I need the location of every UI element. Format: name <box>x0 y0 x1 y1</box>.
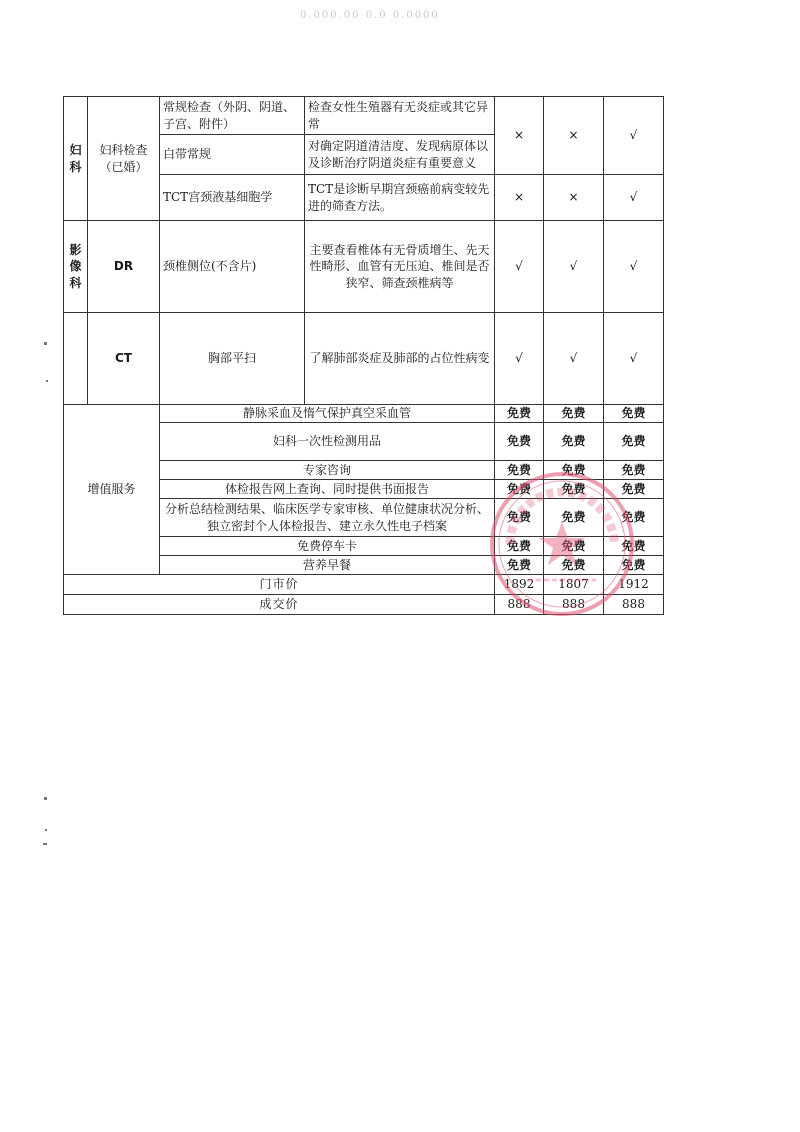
service-value: 免费 <box>604 405 664 423</box>
item-desc: 对确定阴道清洁度、发现病原体以及诊断治疗阴道炎症有重要意义 <box>305 135 495 175</box>
service-value: 免费 <box>544 556 604 575</box>
mark-cell: √ <box>544 221 604 313</box>
table-row <box>64 313 664 405</box>
service-name: 专家咨询 <box>160 461 495 480</box>
deal-price-value: 888 <box>495 595 544 615</box>
table-row <box>64 221 664 313</box>
service-value: 免费 <box>495 499 544 537</box>
mark-cell: √ <box>604 313 664 405</box>
service-value: 免费 <box>495 461 544 480</box>
service-value: 免费 <box>604 480 664 499</box>
service-value: 免费 <box>495 537 544 556</box>
category-ct: CT <box>88 313 160 405</box>
table-row <box>64 575 664 595</box>
service-name: 营养早餐 <box>160 556 495 575</box>
mark-cell: √ <box>495 313 544 405</box>
deal-price-label: 成交价 <box>64 595 495 615</box>
service-value: 免费 <box>495 423 544 461</box>
dept-blank <box>64 313 88 405</box>
category-dr: DR <box>88 221 160 313</box>
mark-cell: √ <box>604 97 664 175</box>
service-value: 免费 <box>495 556 544 575</box>
item-name: 颈椎侧位(不含片) <box>160 221 305 313</box>
service-value: 免费 <box>604 499 664 537</box>
service-value: 免费 <box>544 405 604 423</box>
service-value: 免费 <box>604 423 664 461</box>
category-gyn-exam: 妇科检查 （已婚） <box>88 97 160 221</box>
mark-cell: √ <box>604 221 664 313</box>
scan-speck <box>44 797 47 800</box>
table-row <box>64 595 664 615</box>
mark-cell: × <box>495 97 544 175</box>
scan-speck <box>43 843 47 845</box>
mark-cell: × <box>544 175 604 221</box>
mark-cell: √ <box>495 221 544 313</box>
service-value: 免费 <box>495 405 544 423</box>
mark-cell: √ <box>604 175 664 221</box>
deal-price-value: 888 <box>604 595 664 615</box>
item-name: 胸部平扫 <box>160 313 305 405</box>
table-row <box>64 97 664 135</box>
item-name: 常规检查（外阴、阴道、子宫、附件） <box>160 97 305 135</box>
service-value: 免费 <box>604 537 664 556</box>
scan-speck <box>45 829 47 831</box>
item-desc: 检查女性生殖器有无炎症或其它异常 <box>305 97 495 135</box>
service-value: 免费 <box>604 556 664 575</box>
item-desc: 了解肺部炎症及肺部的占位性病变 <box>305 313 495 405</box>
faint-header: 0.000.00 0.0 0.0000 <box>300 10 440 21</box>
item-name: TCT宫颈液基细胞学 <box>160 175 305 221</box>
service-value: 免费 <box>544 423 604 461</box>
item-desc: TCT是诊断早期宫颈癌前病变较先进的筛查方法。 <box>305 175 495 221</box>
service-value: 免费 <box>604 461 664 480</box>
service-value: 免费 <box>544 480 604 499</box>
service-value: 免费 <box>544 461 604 480</box>
dept-gynecology: 妇 科 <box>64 97 88 221</box>
mark-cell: × <box>544 97 604 175</box>
store-price-value: 1807 <box>544 575 604 595</box>
service-name: 分析总结检测结果、临床医学专家审核、单位健康状况分析、独立密封个人体检报告、建立永久性电子档案 <box>160 499 495 537</box>
store-price-value: 1892 <box>495 575 544 595</box>
dept-imaging: 影 像 科 <box>64 221 88 313</box>
service-value: 免费 <box>544 499 604 537</box>
service-name: 静脉采血及惰气保护真空采血管 <box>160 405 495 423</box>
service-name: 免费停车卡 <box>160 537 495 556</box>
service-name: 妇科一次性检测用品 <box>160 423 495 461</box>
item-desc: 主要查看椎体有无骨质增生、先天性畸形、血管有无压迫、椎间是否狭窄、筛查颈椎病等 <box>305 221 495 313</box>
value-added-services-label: 增值服务 <box>64 405 160 575</box>
mark-cell: √ <box>544 313 604 405</box>
scan-speck <box>46 380 48 382</box>
service-value: 免费 <box>544 537 604 556</box>
checkup-package-table <box>63 96 664 615</box>
service-value: 免费 <box>495 480 544 499</box>
service-name: 体检报告网上查询、同时提供书面报告 <box>160 480 495 499</box>
item-name: 白带常规 <box>160 135 305 175</box>
deal-price-value: 888 <box>544 595 604 615</box>
mark-cell: × <box>495 175 544 221</box>
store-price-value: 1912 <box>604 575 664 595</box>
table-row <box>64 405 664 423</box>
scan-speck <box>44 342 47 345</box>
store-price-label: 门市价 <box>64 575 495 595</box>
